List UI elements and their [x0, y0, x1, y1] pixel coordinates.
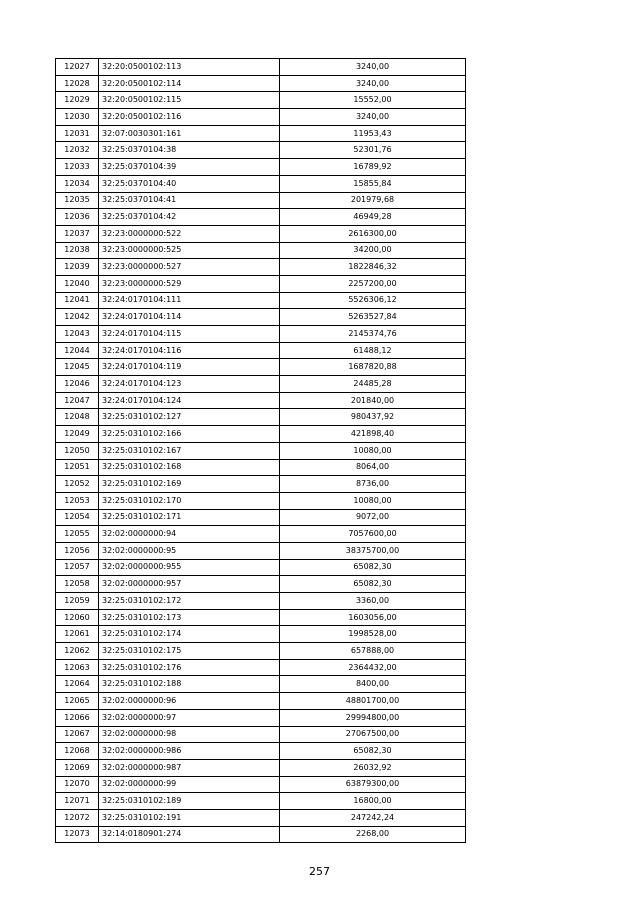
row-number-cell: 12046	[56, 376, 99, 393]
value-cell: 1998528,00	[280, 626, 466, 643]
cadastral-number-cell: 32:20:0500102:113	[99, 59, 280, 76]
row-number-cell: 12060	[56, 609, 99, 626]
cadastral-number-cell: 32:25:0310102:176	[99, 659, 280, 676]
table-row	[56, 109, 466, 126]
value-cell: 61488,12	[280, 342, 466, 359]
table-row	[56, 292, 466, 309]
row-number-cell: 12027	[56, 59, 99, 76]
value-cell: 1822846,32	[280, 259, 466, 276]
row-number-cell: 12032	[56, 142, 99, 159]
row-number-cell: 12066	[56, 709, 99, 726]
row-number-cell: 12054	[56, 509, 99, 526]
row-number-cell: 12047	[56, 392, 99, 409]
cadastral-number-cell: 32:25:0310102:166	[99, 426, 280, 443]
table-row	[56, 643, 466, 660]
table-row	[56, 759, 466, 776]
row-number-cell: 12053	[56, 492, 99, 509]
cadastral-number-cell: 32:24:0170104:119	[99, 359, 280, 376]
row-number-cell: 12040	[56, 275, 99, 292]
value-cell: 65082,30	[280, 559, 466, 576]
cadastral-number-cell: 32:25:0310102:172	[99, 593, 280, 610]
value-cell: 15552,00	[280, 92, 466, 109]
row-number-cell: 12033	[56, 159, 99, 176]
row-number-cell: 12029	[56, 92, 99, 109]
row-number-cell: 12043	[56, 326, 99, 343]
cadastral-number-cell: 32:23:0000000:527	[99, 259, 280, 276]
cadastral-number-cell: 32:20:0500102:115	[99, 92, 280, 109]
cadastral-number-cell: 32:02:0000000:97	[99, 709, 280, 726]
cadastral-number-cell: 32:02:0000000:986	[99, 743, 280, 760]
table-row	[56, 326, 466, 343]
table-row	[56, 209, 466, 226]
cadastral-number-cell: 32:25:0310102:127	[99, 409, 280, 426]
table-row	[56, 275, 466, 292]
row-number-cell: 12048	[56, 409, 99, 426]
cadastral-number-cell: 32:02:0000000:95	[99, 542, 280, 559]
row-number-cell: 12051	[56, 459, 99, 476]
cadastral-number-cell: 32:23:0000000:529	[99, 275, 280, 292]
row-number-cell: 12071	[56, 793, 99, 810]
table-row	[56, 776, 466, 793]
row-number-cell: 12045	[56, 359, 99, 376]
row-number-cell: 12070	[56, 776, 99, 793]
row-number-cell: 12064	[56, 676, 99, 693]
value-cell: 421898,40	[280, 426, 466, 443]
table-row	[56, 693, 466, 710]
table-row	[56, 175, 466, 192]
row-number-cell: 12041	[56, 292, 99, 309]
row-number-cell: 12062	[56, 643, 99, 660]
cadastral-number-cell: 32:25:0370104:38	[99, 142, 280, 159]
value-cell: 65082,30	[280, 576, 466, 593]
cadastral-number-cell: 32:20:0500102:116	[99, 109, 280, 126]
row-number-cell: 12031	[56, 125, 99, 142]
table-row	[56, 576, 466, 593]
row-number-cell: 12055	[56, 526, 99, 543]
value-cell: 2616300,00	[280, 225, 466, 242]
table-row	[56, 92, 466, 109]
table-row	[56, 509, 466, 526]
table-row	[56, 542, 466, 559]
cadastral-number-cell: 32:02:0000000:94	[99, 526, 280, 543]
cadastral-number-cell: 32:07:0030301:161	[99, 125, 280, 142]
row-number-cell: 12068	[56, 743, 99, 760]
table-row	[56, 743, 466, 760]
table-row	[56, 376, 466, 393]
cadastral-number-cell: 32:24:0170104:111	[99, 292, 280, 309]
table-row	[56, 442, 466, 459]
cadastral-number-cell: 32:20:0500102:114	[99, 75, 280, 92]
value-cell: 3240,00	[280, 75, 466, 92]
row-number-cell: 12057	[56, 559, 99, 576]
cadastral-number-cell: 32:25:0310102:173	[99, 609, 280, 626]
cadastral-number-cell: 32:23:0000000:522	[99, 225, 280, 242]
row-number-cell: 12030	[56, 109, 99, 126]
table-row	[56, 242, 466, 259]
table-row	[56, 593, 466, 610]
row-number-cell: 12065	[56, 693, 99, 710]
row-number-cell: 12059	[56, 593, 99, 610]
value-cell: 26032,92	[280, 759, 466, 776]
value-cell: 3240,00	[280, 109, 466, 126]
cadastral-number-cell: 32:25:0310102:169	[99, 476, 280, 493]
table-row	[56, 476, 466, 493]
table-row	[56, 426, 466, 443]
row-number-cell: 12042	[56, 309, 99, 326]
row-number-cell: 12039	[56, 259, 99, 276]
cadastral-number-cell: 32:02:0000000:955	[99, 559, 280, 576]
cadastral-number-cell: 32:25:0310102:171	[99, 509, 280, 526]
cadastral-number-cell: 32:25:0310102:170	[99, 492, 280, 509]
cadastral-number-cell: 32:25:0310102:191	[99, 809, 280, 826]
row-number-cell: 12050	[56, 442, 99, 459]
value-cell: 38375700,00	[280, 542, 466, 559]
cadastral-value-table	[55, 58, 466, 843]
table-row	[56, 526, 466, 543]
table-row	[56, 392, 466, 409]
value-cell: 48801700,00	[280, 693, 466, 710]
cadastral-number-cell: 32:25:0370104:41	[99, 192, 280, 209]
cadastral-number-cell: 32:25:0310102:189	[99, 793, 280, 810]
value-cell: 10080,00	[280, 492, 466, 509]
row-number-cell: 12061	[56, 626, 99, 643]
value-cell: 2364432,00	[280, 659, 466, 676]
table-row	[56, 659, 466, 676]
value-cell: 8064,00	[280, 459, 466, 476]
table-row	[56, 676, 466, 693]
row-number-cell: 12056	[56, 542, 99, 559]
table-row	[56, 409, 466, 426]
value-cell: 2257200,00	[280, 275, 466, 292]
table-row	[56, 59, 466, 76]
row-number-cell: 12036	[56, 209, 99, 226]
cadastral-number-cell: 32:25:0310102:167	[99, 442, 280, 459]
table-row	[56, 492, 466, 509]
value-cell: 3240,00	[280, 59, 466, 76]
cadastral-number-cell: 32:24:0170104:124	[99, 392, 280, 409]
cadastral-number-cell: 32:14:0180901:274	[99, 826, 280, 843]
cadastral-number-cell: 32:24:0170104:116	[99, 342, 280, 359]
row-number-cell: 12063	[56, 659, 99, 676]
cadastral-number-cell: 32:24:0170104:115	[99, 326, 280, 343]
value-cell: 10080,00	[280, 442, 466, 459]
value-cell: 2145374,76	[280, 326, 466, 343]
row-number-cell: 12058	[56, 576, 99, 593]
row-number-cell: 12072	[56, 809, 99, 826]
cadastral-number-cell: 32:25:0370104:40	[99, 175, 280, 192]
cadastral-number-cell: 32:24:0170104:123	[99, 376, 280, 393]
table-row	[56, 192, 466, 209]
cadastral-number-cell: 32:23:0000000:525	[99, 242, 280, 259]
value-cell: 65082,30	[280, 743, 466, 760]
value-cell: 29994800,00	[280, 709, 466, 726]
value-cell: 3360,00	[280, 593, 466, 610]
value-cell: 46949,28	[280, 209, 466, 226]
cadastral-number-cell: 32:02:0000000:987	[99, 759, 280, 776]
table-row	[56, 609, 466, 626]
row-number-cell: 12028	[56, 75, 99, 92]
value-cell: 5526306,12	[280, 292, 466, 309]
cadastral-number-cell: 32:02:0000000:98	[99, 726, 280, 743]
row-number-cell: 12067	[56, 726, 99, 743]
cadastral-number-cell: 32:25:0310102:188	[99, 676, 280, 693]
value-cell: 15855,84	[280, 175, 466, 192]
table-row	[56, 159, 466, 176]
value-cell: 7057600,00	[280, 526, 466, 543]
table-body	[56, 59, 466, 843]
row-number-cell: 12037	[56, 225, 99, 242]
value-cell: 201840,00	[280, 392, 466, 409]
value-cell: 52301,76	[280, 142, 466, 159]
table-row	[56, 142, 466, 159]
table-row	[56, 809, 466, 826]
value-cell: 1603056,00	[280, 609, 466, 626]
row-number-cell: 12073	[56, 826, 99, 843]
table-row	[56, 125, 466, 142]
table-row	[56, 826, 466, 843]
table-row	[56, 559, 466, 576]
cadastral-number-cell: 32:25:0370104:39	[99, 159, 280, 176]
cadastral-number-cell: 32:02:0000000:957	[99, 576, 280, 593]
value-cell: 980437,92	[280, 409, 466, 426]
table-row	[56, 259, 466, 276]
value-cell: 16800,00	[280, 793, 466, 810]
cadastral-number-cell: 32:02:0000000:96	[99, 693, 280, 710]
value-cell: 2268,00	[280, 826, 466, 843]
table-row	[56, 626, 466, 643]
table-row	[56, 726, 466, 743]
table-row	[56, 359, 466, 376]
row-number-cell: 12069	[56, 759, 99, 776]
value-cell: 5263527,84	[280, 309, 466, 326]
value-cell: 9072,00	[280, 509, 466, 526]
value-cell: 63879300,00	[280, 776, 466, 793]
row-number-cell: 12034	[56, 175, 99, 192]
cadastral-number-cell: 32:25:0370104:42	[99, 209, 280, 226]
value-cell: 11953,43	[280, 125, 466, 142]
table-row	[56, 342, 466, 359]
cadastral-number-cell: 32:25:0310102:174	[99, 626, 280, 643]
row-number-cell: 12049	[56, 426, 99, 443]
value-cell: 201979,68	[280, 192, 466, 209]
value-cell: 16789,92	[280, 159, 466, 176]
table-row	[56, 225, 466, 242]
row-number-cell: 12038	[56, 242, 99, 259]
row-number-cell: 12035	[56, 192, 99, 209]
value-cell: 8400,00	[280, 676, 466, 693]
value-cell: 24485,28	[280, 376, 466, 393]
table-row	[56, 709, 466, 726]
value-cell: 247242,24	[280, 809, 466, 826]
cadastral-number-cell: 32:25:0310102:175	[99, 643, 280, 660]
row-number-cell: 12052	[56, 476, 99, 493]
row-number-cell: 12044	[56, 342, 99, 359]
table-row	[56, 793, 466, 810]
table-row	[56, 309, 466, 326]
value-cell: 657888,00	[280, 643, 466, 660]
table-row	[56, 75, 466, 92]
value-cell: 8736,00	[280, 476, 466, 493]
cadastral-number-cell: 32:02:0000000:99	[99, 776, 280, 793]
value-cell: 1687820,88	[280, 359, 466, 376]
value-cell: 34200,00	[280, 242, 466, 259]
cadastral-number-cell: 32:24:0170104:114	[99, 309, 280, 326]
page-number: 257	[309, 865, 330, 878]
cadastral-number-cell: 32:25:0310102:168	[99, 459, 280, 476]
table-row	[56, 459, 466, 476]
value-cell: 27067500,00	[280, 726, 466, 743]
